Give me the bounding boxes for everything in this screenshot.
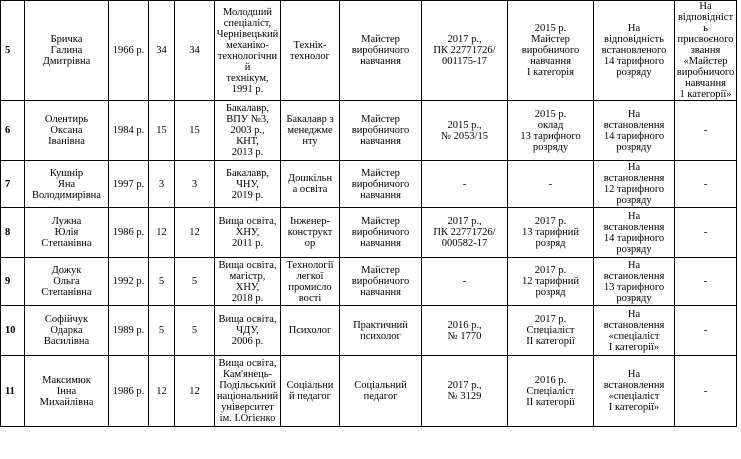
cell-line: Одарка bbox=[50, 325, 83, 336]
cell-line: розряду bbox=[616, 292, 652, 304]
table-row bbox=[1, 356, 737, 427]
cell-line: психолог bbox=[360, 330, 401, 342]
cell-line: 2015 р. bbox=[534, 108, 567, 120]
cell-line: встановлення bbox=[603, 221, 665, 233]
course-training bbox=[422, 208, 508, 258]
cell-line: Майстер bbox=[361, 114, 400, 125]
attestation-decision bbox=[594, 208, 675, 258]
cell-line: конструкт bbox=[287, 227, 333, 238]
cell-line: Галина bbox=[50, 45, 83, 56]
table-row bbox=[1, 161, 737, 208]
previous-attestation bbox=[508, 356, 594, 427]
cell-line: виробничого bbox=[351, 178, 410, 190]
cell-line: навчання bbox=[360, 287, 401, 298]
cell-line: Подільський bbox=[219, 380, 276, 391]
row-number: 8 bbox=[1, 208, 25, 258]
cell-line: навчання bbox=[360, 238, 401, 249]
table-row bbox=[1, 1, 737, 101]
pedagogical-experience: 34 bbox=[175, 1, 215, 101]
cell-line: Майстер bbox=[361, 216, 400, 227]
cell-line: ВПУ №3, bbox=[226, 114, 269, 125]
row-number: 10 bbox=[1, 306, 25, 356]
cell-line: 001175-17 bbox=[441, 56, 488, 67]
cell-line: 14 тарифного bbox=[603, 232, 665, 244]
cell-line: Михайлівна bbox=[39, 396, 94, 408]
cell-line: - bbox=[462, 276, 467, 287]
pedagogical-experience: 12 bbox=[175, 208, 215, 258]
cell-line: 2015 р. bbox=[534, 23, 567, 34]
cell-line: Чернівецький bbox=[216, 28, 279, 40]
cell-line: 13 тарифного bbox=[520, 130, 581, 142]
cell-line: Кам'янець- bbox=[222, 369, 273, 380]
cell-line: Ольга bbox=[53, 276, 80, 287]
cell-line: виробничого bbox=[351, 125, 410, 136]
cell-line: виробничого bbox=[351, 45, 410, 56]
cell-line: розряду bbox=[616, 141, 652, 153]
birth-year: 1992 р. bbox=[109, 258, 149, 306]
cell-line: ім. І.Огієнко bbox=[219, 413, 276, 424]
position bbox=[340, 306, 422, 356]
cell-line: - bbox=[462, 178, 467, 190]
attestation-decision bbox=[594, 1, 675, 101]
specialty bbox=[281, 208, 340, 258]
position bbox=[340, 1, 422, 101]
cell-line: а освіта bbox=[292, 184, 328, 195]
row-number: 6 bbox=[1, 101, 25, 161]
cell-line: Соціальний bbox=[354, 380, 407, 391]
employee-name bbox=[25, 208, 109, 258]
cell-line: І категорія bbox=[527, 67, 574, 78]
cell-line: - bbox=[548, 178, 553, 190]
employee-name bbox=[25, 101, 109, 161]
cell-line: 2018 р. bbox=[231, 292, 264, 304]
table-row bbox=[1, 258, 737, 306]
previous-attestation bbox=[508, 258, 594, 306]
position bbox=[340, 101, 422, 161]
cell-line: навчання bbox=[685, 78, 726, 89]
cell-line: І категорії» bbox=[608, 341, 660, 353]
cell-line: ор bbox=[304, 238, 316, 249]
cell-line: 13 тарифного bbox=[603, 281, 665, 293]
cell-line: встановлення bbox=[603, 119, 665, 131]
row-number: 5 bbox=[1, 1, 25, 101]
title-decision bbox=[675, 306, 737, 356]
cell-line: механіко- bbox=[226, 39, 269, 51]
cell-line: 1991 р. bbox=[231, 83, 264, 95]
cell-line: виробничого bbox=[351, 227, 410, 238]
cell-line: На bbox=[627, 210, 641, 222]
previous-attestation bbox=[508, 1, 594, 101]
cell-line: ІІ категорії bbox=[526, 336, 575, 347]
total-experience: 5 bbox=[149, 258, 175, 306]
cell-line: 2016 р. bbox=[534, 374, 567, 386]
cell-line: Бакалавр, bbox=[225, 103, 270, 114]
cell-line: Вища освіта, bbox=[218, 314, 277, 325]
cell-line: Степанівна bbox=[41, 287, 92, 298]
cell-line: 2017 р. bbox=[534, 265, 567, 276]
cell-line: «Майстер bbox=[683, 56, 728, 67]
cell-line: «спеціаліст bbox=[608, 391, 660, 402]
cell-line: Софійчук bbox=[44, 314, 89, 325]
cell-line: - bbox=[703, 227, 708, 238]
specialty bbox=[281, 258, 340, 306]
cell-line: навчання bbox=[360, 136, 401, 147]
cell-line: 12 тарифного bbox=[603, 184, 665, 195]
cell-line: Юлія bbox=[54, 227, 79, 238]
previous-attestation bbox=[508, 161, 594, 208]
cell-line: 1 категорії» bbox=[679, 89, 732, 100]
row-number: 11 bbox=[1, 356, 25, 427]
cell-line: встановлення bbox=[603, 380, 665, 391]
cell-line: Технології bbox=[286, 259, 334, 271]
cell-line: виробничого bbox=[351, 276, 410, 287]
attestation-decision bbox=[594, 306, 675, 356]
cell-line: Бакалавр з bbox=[286, 114, 334, 125]
pedagogical-experience: 3 bbox=[175, 161, 215, 208]
specialty bbox=[281, 101, 340, 161]
cell-line: І категорії» bbox=[608, 402, 660, 413]
cell-line: Дошкільн bbox=[287, 173, 333, 184]
cell-line: ХНУ, bbox=[235, 227, 260, 238]
cell-line: 2011 р. bbox=[231, 238, 264, 249]
education bbox=[215, 356, 281, 427]
attestation-decision bbox=[594, 356, 675, 427]
previous-attestation bbox=[508, 306, 594, 356]
cell-line: Технік- bbox=[293, 39, 327, 51]
cell-line: Майстер bbox=[361, 265, 400, 276]
cell-line: встановлення bbox=[603, 173, 665, 184]
cell-line: Оксана bbox=[50, 125, 83, 136]
cell-line: «спеціаліст bbox=[608, 330, 660, 342]
course-training bbox=[422, 306, 508, 356]
title-decision bbox=[675, 356, 737, 427]
cell-line: Кушнір bbox=[49, 167, 84, 179]
cell-line: навчання bbox=[360, 56, 401, 67]
course-training bbox=[422, 258, 508, 306]
cell-line: розряду bbox=[616, 67, 652, 78]
cell-line: № 2053/15 bbox=[440, 130, 489, 142]
cell-line: звання bbox=[690, 45, 721, 56]
cell-line: 2003 р., bbox=[230, 125, 265, 136]
total-experience: 12 bbox=[149, 356, 175, 427]
cell-line: Лужна bbox=[51, 216, 82, 227]
education bbox=[215, 258, 281, 306]
specialty bbox=[281, 356, 340, 427]
table-row bbox=[1, 306, 737, 356]
total-experience: 12 bbox=[149, 208, 175, 258]
cell-line: 2016 р., bbox=[447, 319, 482, 331]
cell-line: технолог bbox=[290, 50, 330, 62]
row-number: 7 bbox=[1, 161, 25, 208]
title-decision bbox=[675, 208, 737, 258]
birth-year: 1986 р. bbox=[109, 208, 149, 258]
row-number: 9 bbox=[1, 258, 25, 306]
cell-line: встановлення bbox=[603, 319, 665, 331]
education bbox=[215, 306, 281, 356]
position bbox=[340, 356, 422, 427]
table-row bbox=[1, 208, 737, 258]
employee-name bbox=[25, 356, 109, 427]
cell-line: - bbox=[703, 178, 708, 190]
cell-line: Дожук bbox=[51, 265, 82, 276]
specialty bbox=[281, 306, 340, 356]
cell-line: Дмитрівна bbox=[42, 56, 91, 67]
cell-line: промисло bbox=[288, 281, 332, 293]
cell-line: університет bbox=[221, 402, 274, 413]
cell-line: ІІ категорії bbox=[526, 396, 575, 408]
cell-line: Практичний bbox=[353, 319, 408, 331]
cell-line: Інна bbox=[56, 385, 77, 397]
birth-year: 1984 р. bbox=[109, 101, 149, 161]
position bbox=[340, 161, 422, 208]
birth-year: 1989 р. bbox=[109, 306, 149, 356]
cell-line: виробничого bbox=[521, 45, 580, 56]
cell-line: встановленого bbox=[601, 45, 667, 56]
cell-line: - bbox=[703, 385, 708, 397]
cell-line: педагог bbox=[363, 391, 398, 402]
cell-line: технікум, bbox=[226, 72, 269, 84]
cell-line: На bbox=[627, 108, 641, 120]
cell-line: Вища освіта, bbox=[218, 358, 277, 369]
cell-line: спеціаліст, bbox=[223, 17, 272, 29]
cell-line: ХНУ, bbox=[235, 281, 260, 293]
cell-line: навчання bbox=[360, 189, 401, 201]
cell-line: Василівна bbox=[43, 336, 90, 347]
education bbox=[215, 161, 281, 208]
cell-line: технологічний bbox=[217, 50, 278, 73]
cell-line: й педагог bbox=[289, 391, 331, 402]
cell-line: Майстер bbox=[361, 34, 400, 45]
birth-year: 1986 р. bbox=[109, 356, 149, 427]
cell-line: ПК 22771726/ bbox=[433, 45, 496, 56]
cell-line: відповідність bbox=[677, 12, 734, 34]
education bbox=[215, 1, 281, 101]
cell-line: навчання bbox=[530, 56, 571, 67]
employee-name bbox=[25, 306, 109, 356]
cell-line: Соціальни bbox=[286, 380, 334, 391]
cell-line: Майстер bbox=[361, 167, 400, 179]
employee-name bbox=[25, 161, 109, 208]
cell-line: розряд bbox=[535, 287, 566, 298]
previous-attestation bbox=[508, 208, 594, 258]
cell-line: 2013 р. bbox=[231, 147, 264, 158]
course-training bbox=[422, 1, 508, 101]
cell-line: КНТ, bbox=[236, 136, 259, 147]
attestation-decision bbox=[594, 161, 675, 208]
cell-line: менеджме bbox=[287, 125, 333, 136]
employee-name bbox=[25, 258, 109, 306]
cell-line: розряд bbox=[535, 238, 566, 249]
cell-line: виробничого bbox=[676, 67, 735, 78]
cell-line: 2019 р. bbox=[231, 189, 264, 201]
cell-line: Іванівна bbox=[48, 136, 85, 147]
cell-line: 2017 р., bbox=[447, 34, 482, 45]
cell-line: 000582-17 bbox=[441, 238, 488, 249]
cell-line: вості bbox=[298, 292, 322, 304]
cell-line: Яна bbox=[57, 178, 76, 190]
table-row bbox=[1, 101, 737, 161]
course-training bbox=[422, 356, 508, 427]
cell-line: 13 тарифний bbox=[521, 227, 580, 238]
title-decision bbox=[675, 161, 737, 208]
cell-line: ЧНУ, bbox=[236, 178, 259, 190]
cell-line: легкої bbox=[296, 270, 324, 282]
specialty bbox=[281, 161, 340, 208]
cell-line: розряду bbox=[616, 195, 652, 206]
attestation-decision bbox=[594, 101, 675, 161]
pedagogical-experience: 5 bbox=[175, 306, 215, 356]
cell-line: Степанівна bbox=[41, 238, 92, 249]
attestation-decision bbox=[594, 258, 675, 306]
pedagogical-experience: 12 bbox=[175, 356, 215, 427]
cell-line: 2017 р., bbox=[447, 380, 482, 391]
cell-line: № 1770 bbox=[447, 330, 482, 342]
cell-line: 14 тарифного bbox=[603, 130, 665, 142]
cell-line: 12 тарифний bbox=[521, 276, 580, 287]
cell-line: Інженер- bbox=[290, 216, 330, 227]
title-decision bbox=[675, 101, 737, 161]
cell-line: На bbox=[699, 1, 712, 12]
cell-line: розряду bbox=[616, 243, 652, 255]
pedagogical-experience: 5 bbox=[175, 258, 215, 306]
birth-year: 1966 р. bbox=[109, 1, 149, 101]
cell-line: На bbox=[627, 23, 641, 34]
cell-line: На bbox=[627, 369, 641, 380]
cell-line: Молодший bbox=[222, 6, 273, 18]
cell-line: Олентирь bbox=[44, 114, 89, 125]
cell-line: 2017 р., bbox=[447, 216, 482, 227]
cell-line: Максимюк bbox=[42, 374, 91, 386]
cell-line: № 3129 bbox=[447, 391, 482, 402]
cell-line: національний bbox=[216, 391, 279, 402]
course-training bbox=[422, 161, 508, 208]
cell-line: Спеціаліст bbox=[526, 385, 575, 397]
total-experience: 15 bbox=[149, 101, 175, 161]
cell-line: присвоєного bbox=[677, 34, 734, 45]
title-decision bbox=[675, 1, 737, 101]
specialty bbox=[281, 1, 340, 101]
cell-line: Бакалавр, bbox=[225, 167, 270, 179]
cell-line: Психолог bbox=[288, 325, 332, 336]
cell-line: оклад bbox=[537, 119, 564, 131]
employee-name bbox=[25, 1, 109, 101]
cell-line: Вища освіта, bbox=[218, 216, 277, 227]
cell-line: На bbox=[627, 259, 641, 271]
cell-line: магістр, bbox=[229, 270, 266, 282]
cell-line: Спеціаліст bbox=[526, 325, 575, 336]
total-experience: 34 bbox=[149, 1, 175, 101]
cell-line: Бричка bbox=[50, 34, 83, 45]
total-experience: 3 bbox=[149, 161, 175, 208]
cell-line: Вища освіта, bbox=[218, 259, 277, 271]
cell-line: На bbox=[627, 162, 641, 173]
cell-line: 2015 р., bbox=[447, 119, 482, 131]
cell-line: 2017 р. bbox=[534, 216, 567, 227]
previous-attestation bbox=[508, 101, 594, 161]
cell-line: ПК 22771726/ bbox=[433, 227, 496, 238]
position bbox=[340, 208, 422, 258]
birth-year: 1997 р. bbox=[109, 161, 149, 208]
title-decision bbox=[675, 258, 737, 306]
cell-line: - bbox=[703, 125, 708, 136]
total-experience: 5 bbox=[149, 306, 175, 356]
cell-line: 14 тарифного bbox=[603, 56, 665, 67]
position bbox=[340, 258, 422, 306]
cell-line: Володимирівна bbox=[32, 189, 101, 201]
cell-line: ЧДУ, bbox=[236, 325, 259, 336]
cell-line: нту bbox=[302, 136, 318, 147]
cell-line: 2017 р. bbox=[534, 314, 567, 325]
cell-line: - bbox=[703, 276, 708, 287]
cell-line: 2006 р. bbox=[231, 336, 264, 347]
course-training bbox=[422, 101, 508, 161]
cell-line: встановлення bbox=[603, 270, 665, 282]
cell-line: відповідність bbox=[604, 34, 664, 45]
cell-line: Майстер bbox=[531, 34, 570, 45]
cell-line: розряду bbox=[532, 141, 569, 153]
education bbox=[215, 101, 281, 161]
cell-line: На bbox=[627, 308, 641, 320]
education bbox=[215, 208, 281, 258]
cell-line: - bbox=[703, 325, 708, 336]
pedagogical-experience: 15 bbox=[175, 101, 215, 161]
